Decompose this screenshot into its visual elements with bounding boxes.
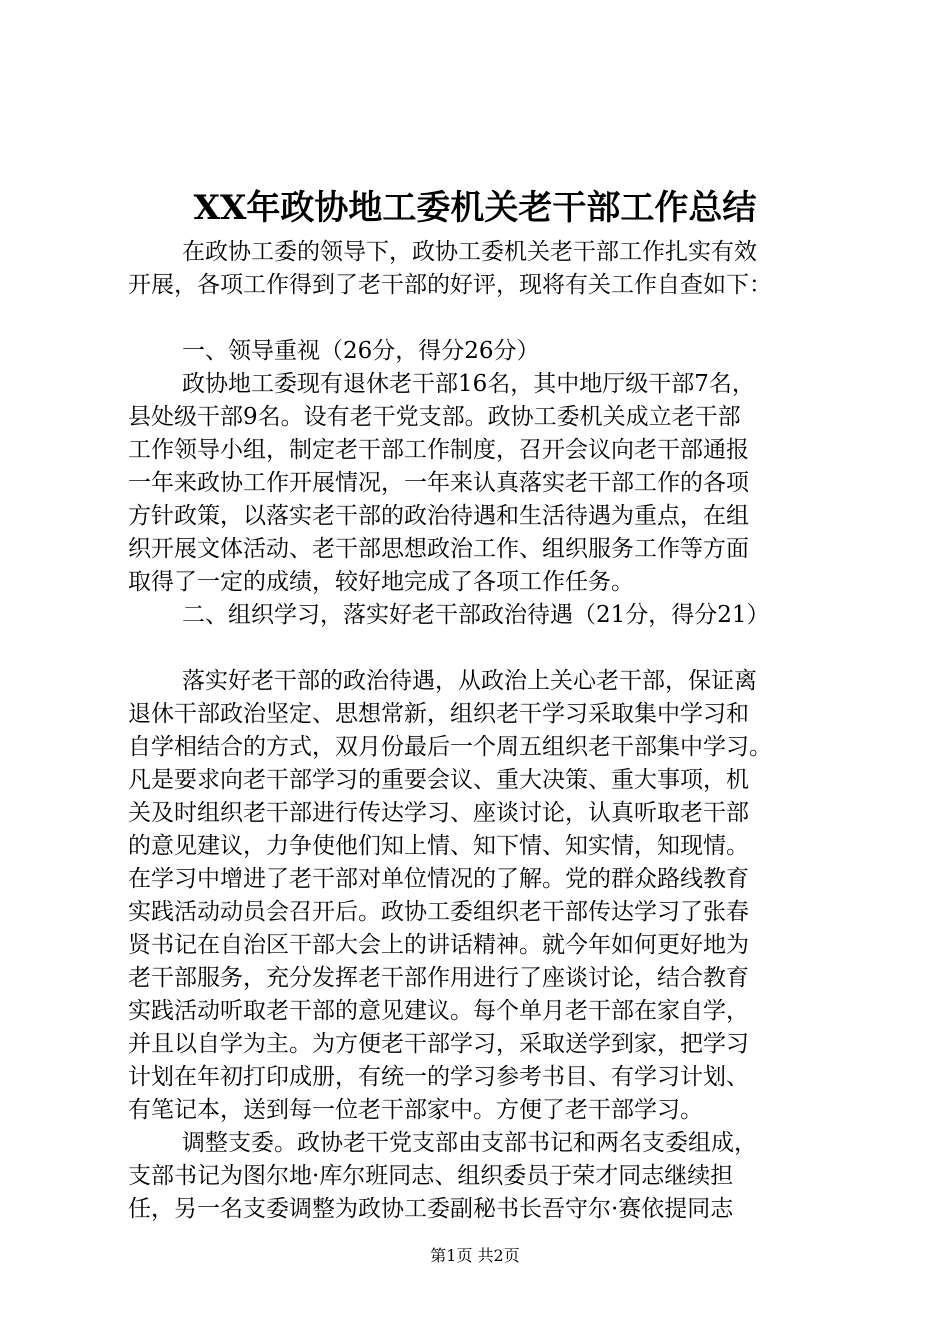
section-heading: 一、领导重视（26分，得分26分） — [182, 338, 540, 364]
paragraph-line: 工作领导小组，制定老干部工作制度，召开会议向老干部通报 — [128, 437, 749, 463]
section-heading: 二、组织学习，落实好老干部政治待遇（21分，得分21） — [182, 602, 770, 628]
blank-line — [128, 302, 828, 335]
paragraph-line: 关及时组织老干部进行传达学习、座谈讨论，认真听取老干部 — [128, 800, 749, 826]
paragraph-line: 任，另一名支委调整为政协工委副秘书长吾守尔·赛依提同志 — [128, 1196, 734, 1222]
blank-line — [128, 632, 828, 665]
paragraph-line: 老干部服务，充分发挥老干部作用进行了座谈讨论，结合教育 — [128, 965, 749, 991]
paragraph-line: 方针政策，以落实老干部的政治待遇和生活待遇为重点，在组 — [128, 503, 749, 529]
paragraph-line: 计划在年初打印成册，有统一的学习参考书目、有学习计划、 — [128, 1064, 749, 1090]
paragraph-line: 一年来政协工作开展情况，一年来认真落实老干部工作的各项 — [128, 470, 749, 496]
document-title: XX年政协地工委机关老干部工作总结 — [193, 188, 757, 228]
paragraph-line: 政协地工委现有退休老干部16名，其中地厅级干部7名， — [182, 371, 755, 397]
paragraph-line: 有笔记本，送到每一位老干部家中。方便了老干部学习。 — [128, 1097, 703, 1123]
paragraph-line: 开展，各项工作得到了老干部的好评，现将有关工作自查如下： — [128, 272, 772, 298]
paragraph-line: 的意见建议，力争使他们知上情、知下情、知实情，知现情。 — [128, 833, 749, 859]
paragraph-line: 退休干部政治坚定、思想常新，组织老干学习采取集中学习和 — [128, 701, 749, 727]
paragraph-line: 支部书记为图尔地·库尔班同志、组织委员于荣才同志继续担 — [128, 1163, 734, 1189]
page-number: 第1页 共2页 — [430, 1246, 520, 1265]
paragraph-line: 并且以自学为主。为方便老干部学习，采取送学到家，把学习 — [128, 1031, 749, 1057]
paragraph-line: 在政协工委的领导下，政协工委机关老干部工作扎实有效 — [182, 239, 757, 265]
document-body — [128, 236, 828, 1226]
paragraph-line: 织开展文体活动、老干部思想政治工作、组织服务工作等方面 — [128, 536, 749, 562]
paragraph-line: 取得了一定的成绩，较好地完成了各项工作任务。 — [128, 569, 634, 595]
paragraph-line: 调整支委。政协老干党支部由支部书记和两名支委组成， — [182, 1130, 757, 1156]
paragraph-line: 贤书记在自治区干部大会上的讲话精神。就今年如何更好地为 — [128, 932, 749, 958]
paragraph-line: 实践活动动员会召开后。政协工委组织老干部传达学习了张春 — [128, 899, 749, 925]
paragraph-line: 在学习中增进了老干部对单位情况的了解。党的群众路线教育 — [128, 866, 749, 892]
paragraph-line: 自学相结合的方式，双月份最后一个周五组织老干部集中学习。 — [128, 734, 772, 760]
paragraph-line: 实践活动听取老干部的意见建议。每个单月老干部在家自学， — [128, 998, 749, 1024]
paragraph-line: 落实好老干部的政治待遇，从政治上关心老干部，保证离 — [182, 668, 757, 694]
paragraph-line: 县处级干部9名。设有老干党支部。政协工委机关成立老干部 — [128, 404, 741, 430]
paragraph-line: 凡是要求向老干部学习的重要会议、重大决策、重大事项，机 — [128, 767, 749, 793]
